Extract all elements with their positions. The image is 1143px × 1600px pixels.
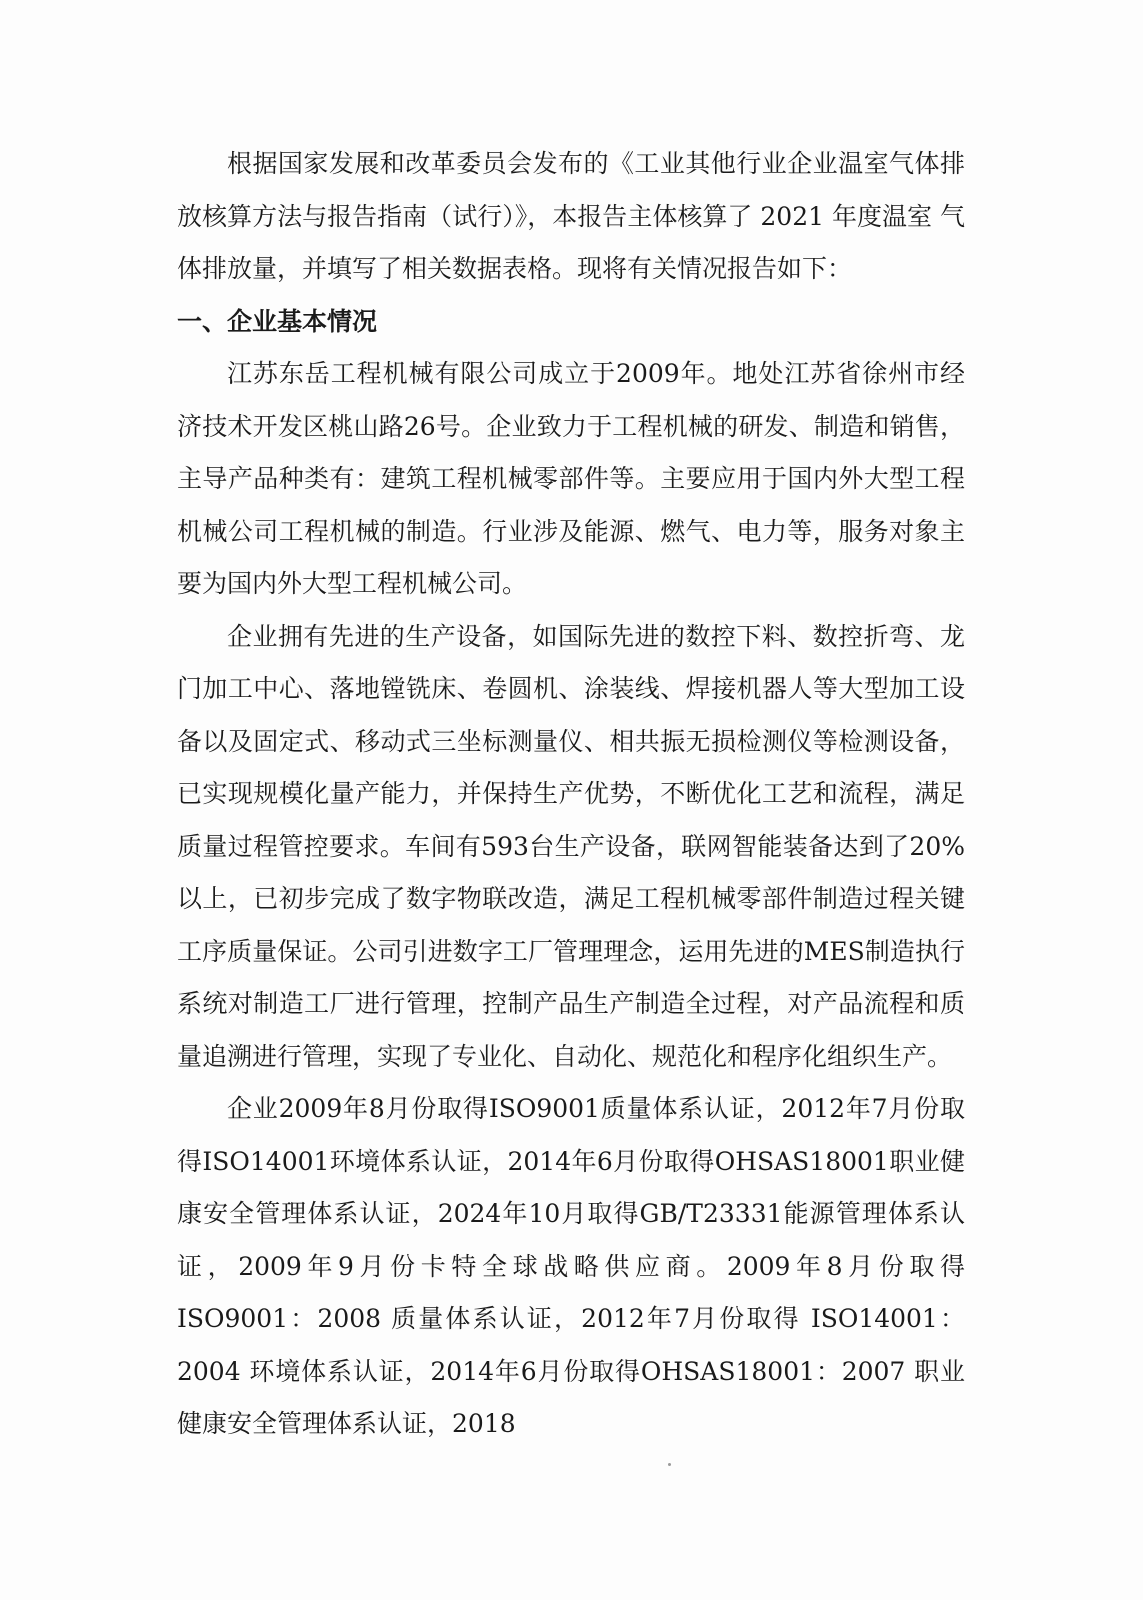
section-heading: 一、企业基本情况 [177, 306, 378, 336]
intro-paragraph: 根据国家发展和改革委员会发布的《工业其他行业企业温室气体排放核算方法与报告指南（试行）》，本报告主体核算了 2021 年度温室 气体排放量，并填写了相关数据表格。现将有关情况报告如下： [177, 149, 965, 283]
certification-paragraph: 企业2009年8月份取得ISO9001质量体系认证，2012年7月份取得ISO14001环境体系认证，2014年6月份取得OHSAS18001职业健康安全管理体系认证，2024年10月取得GB/T23331能源管理体系认证，2009年9月份卡特全球战略供应商。2009年8月份取得 ISO9001：2008 质量体系认证，2012年7月份取得 ISO14001：2004 环境体系认证，2014年6月份取得OHSAS18001：2007 职业健康安全管理体系认证，2018 [177, 1094, 965, 1438]
company-overview-paragraph: 江苏东岳工程机械有限公司成立于2009年。地处江苏省徐州市经济技术开发区桃山路26号。企业致力于工程机械的研发、制造和销售，主导产品种类有：建筑工程机械零部件等。主要应用于国内外大型工程机械公司工程机械的制造。行业涉及能源、燃气、电力等，服务对象主要为国内外大型工程机械公司。 [177, 359, 965, 598]
document-body [177, 138, 965, 1451]
scan-speck [668, 1463, 671, 1466]
equipment-paragraph: 企业拥有先进的生产设备，如国际先进的数控下料、数控折弯、龙门加工中心、落地镗铣床、卷圆机、涂装线、焊接机器人等大型加工设备以及固定式、移动式三坐标测量仪、相共振无损检测仪等检测设备，已实现规模化量产能力，并保持生产优势，不断优化工艺和流程，满足质量过程管控要求。车间有593台生产设备，联网智能装备达到了20%以上，已初步完成了数字物联改造，满足工程机械零部件制造过程关键工序质量保证。公司引进数字工厂管理理念，运用先进的MES制造执行系统对制造工厂进行管理，控制产品生产制造全过程，对产品流程和质量追溯进行管理，实现了专业化、自动化、规范化和程序化组织生产。 [177, 621, 965, 1071]
